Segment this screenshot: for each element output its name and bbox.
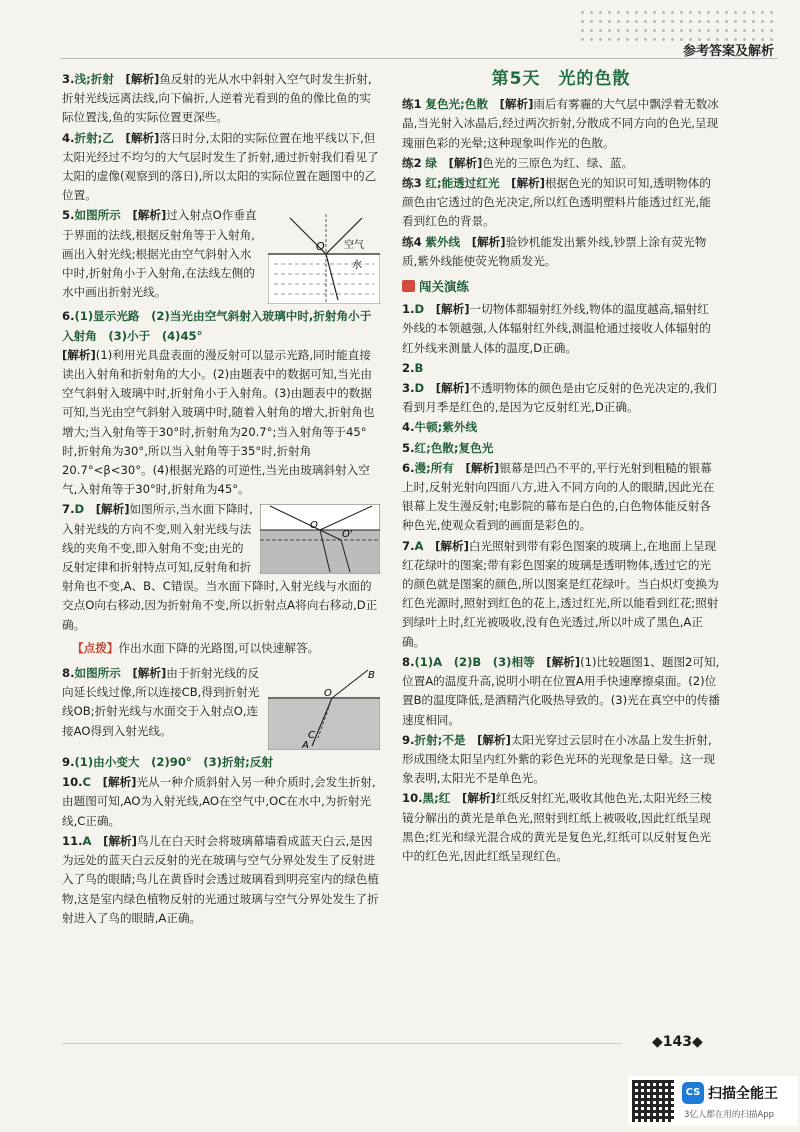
- drill-3: 3.D [解析]不透明物体的颜色是由它反射的色光决定的,我们看到月季是红色的,是因为它反射红光,D正确。: [402, 381, 717, 415]
- tip-note: 【点拨】作出水面下降的光路图,可以快速解答。: [72, 640, 320, 655]
- refraction-diagram-8: [268, 668, 380, 750]
- diagram-5-label-air: 空气: [344, 240, 364, 252]
- practice-2: 练2 绿 [解析]色光的三原色为红、绿、蓝。: [402, 155, 634, 170]
- footer-rule: [62, 1043, 622, 1044]
- practice-4: 练4 紫外线 [解析]验钞机能发出紫外线,钞票上涂有荧光物质,紫外线能使荧光物质发光。: [402, 234, 707, 268]
- drill-4: 4.牛顿;紫外线: [402, 420, 478, 435]
- refraction-diagram-7: [260, 504, 380, 574]
- diagram-5-label-o: O: [316, 240, 325, 254]
- diagram-8-label-o: O: [324, 688, 332, 700]
- drill-9: 9.折射;不是 [解析]太阳光穿过云层时在小冰晶上发生折射,形成围绕太阳呈内红外紫的彩色光环的光现象是日晕。这一现象表明,太阳光不是单色光。: [402, 732, 716, 786]
- header-title: 参考答案及解析: [682, 44, 774, 59]
- section-heading: 闯关演练: [402, 277, 720, 296]
- diagram-8-label-c: C: [308, 730, 315, 742]
- qr-code-icon: [632, 1080, 674, 1122]
- answer-9: 9.(1)由小变大 (2)90° (3)折射;反射: [62, 755, 273, 770]
- section-flag-icon: [402, 280, 415, 292]
- drill-2: 2.B: [402, 360, 424, 375]
- diagram-5-label-water: 水: [352, 260, 362, 272]
- drill-10: 10.黑;红 [解析]红纸反射红光,吸收其他色光,太阳光经三棱镜分解出的黄光是单色光,照射到红纸上被吸收,因此红纸呈现黑色;红光和绿光混合成的黄光是复色光,红纸可以反射复色光中的红色光,因此红纸呈现红色。: [402, 791, 712, 863]
- answer-6: 6.(1)显示光路 (2)当光由空气斜射入玻璃中时,折射角小于入射角 (3)小于 (4)45° [解析](1)利用光具盘表面的漫反射可以显示光路,同时能直接读出入射角和折射角的大小。(2)由题表中的数据可知,当光由空气斜射入玻璃中时,折射角小于入射角。(3)由题表中的数据可知,当光由空气斜射入玻璃中时,随着入射角的增大,折射角也增大;当入射角等于30°时,折射角为20.7°;当入射角等于45°时,折射角为30°,所以当入射角等于35°时,折射角20.7°<β<30°。(4)根据光路的可逆性,当光由玻璃斜射入空气,入射角等于30°时,折射角为45°。: [62, 309, 375, 497]
- left-column: [62, 70, 380, 929]
- diagram-8-label-b: B: [368, 670, 375, 682]
- diagram-8-label-a: A: [302, 740, 309, 751]
- page-header: [0, 0, 800, 62]
- scanner-watermark: [628, 1076, 798, 1126]
- answer-5: O 空气 水 5.如图所示 [解析]过入射点O作垂直于界面的法线,根据反射角等于入射角,画出入射光线;根据光由空气斜射入水中时,折射角小于入射角,在法线左侧的水中画出折射光线。: [62, 206, 380, 306]
- answer-3: 3.浅;折射 [解析]鱼反射的光从水中斜射入空气时发生折射,折射光线远离法线,向下偏折,人逆着光看到的鱼的像比鱼的实际位置浅,鱼的实际位置更深些。: [62, 72, 372, 125]
- answer-11: 11.A [解析]鸟儿在白天时会将玻璃幕墙看成蓝天白云,是因为远处的蓝天白云反射的光在玻璃与空气分界处发生了反射进入了鸟的眼睛;鸟儿在黄昏时会透过玻璃看到明亮室内的绿色植物,这是室内绿色植物反射的光通过玻璃与空气分界处发生了折射进入了鸟的眼睛,A正确。: [62, 833, 379, 925]
- drill-6: 6.漫;所有 [解析]银幕是凹凸不平的,平行光射到粗糙的银幕上时,反射光射向四面八方,进入不同方向的人的眼睛,因此光在银幕上发生漫反射;电影院的幕布是白色的,白色物体能反射各种色光,使观众看到的画面是彩色的。: [402, 460, 715, 533]
- practice-3: 练3 红;能透过红光 [解析]根据色光的知识可知,透明物体的颜色由它透过的色光决定,所以红色透明塑料片能透过红光,能看到红色的背景。: [402, 176, 711, 229]
- refraction-diagram-5: [268, 210, 380, 304]
- answer-8: B O C A 8.如图所示 [解析]由于折射光线的反向延长线过像,所以连接CB,得到折射光线OB;折射光线与水面交于入射点O,连接AO得到入射光线。: [62, 664, 380, 752]
- page-number: ◆143◆: [652, 1034, 703, 1050]
- header-rule: [60, 58, 778, 59]
- diagram-7-label-o: O: [310, 520, 318, 532]
- drill-1: 1.D [解析]一切物体都辐射红外线,物体的温度越高,辐射红外线的本领越强,人体辐射红外线,测温枪通过接收人体辐射的红外线来测量人体的温度,D正确。: [402, 302, 711, 355]
- practice-1: 练1 复色光;色散 [解析]雨后有雾霾的大气层中飘浮着无数冰晶,当光射入冰晶后,经过两次折射,分散成不同方向的色光,呈现瑰丽色彩的光晕;这种现象叫作光的色散。: [402, 97, 719, 150]
- answer-10: 10.C [解析]光从一种介质斜射入另一种介质时,会发生折射,由题图可知,AO为入射光线,AO在空气中,OC在水中,为折射光线,C正确。: [62, 775, 376, 828]
- drill-5: 5.红;色散;复色光: [402, 440, 494, 455]
- day-title: 第5天 光的色散: [491, 69, 631, 89]
- watermark-app-name: 扫描全能王: [708, 1086, 778, 1102]
- watermark-tagline: 3亿人都在用的扫描App: [684, 1110, 775, 1120]
- drill-7: 7.A [解析]白光照射到带有彩色图案的玻璃上,在地面上呈现红花绿叶的图案;带有彩色图案的玻璃是透明物体,透过它的光的颜色就是图案的颜色,所以图案是红花绿叶。当白炽灯变换为红色光源时,照射到红色的花上,透过红光,所以能看到红花;照射到绿叶上时,红光被吸收,没有色光透过,所以叶成了黑色,A正确。: [402, 538, 719, 649]
- drill-8: 8.(1)A (2)B (3)相等 [解析](1)比较题图1、题图2可知,位置A的温度升高,说明小明在位置A用手快速摩擦桌面。(2)位置B的温度降低,是酒精汽化吸热导致的。(3)光在真空中的传播速度相同。: [402, 654, 720, 727]
- camscanner-logo-icon: CS: [682, 1082, 704, 1104]
- answer-7: O O' 7.D [解析]如图所示,当水面下降时,入射光线的方向不变,则入射光线与法线的夹角不变,即入射角不变;由光的反射定律和折射特点可知,反射角和折射角也不变,A、B、C错误。当水面下降时,入射光线与水面的交点O向右移动,因为折射角不变,所以折射点A将向右移动,D正确。: [62, 500, 380, 634]
- right-column: [402, 70, 720, 867]
- header-dot-pattern: [578, 8, 778, 42]
- diagram-7-label-o-prime: O': [342, 529, 353, 541]
- answer-4: 4.折射;乙 [解析]落日时分,太阳的实际位置在地平线以下,但太阳光经过不均匀的大气层时发生了折射,通过折射我们看见了太阳的虚像(观察到的落日),所以太阳的实际位置在题图中的乙位置。: [62, 130, 379, 203]
